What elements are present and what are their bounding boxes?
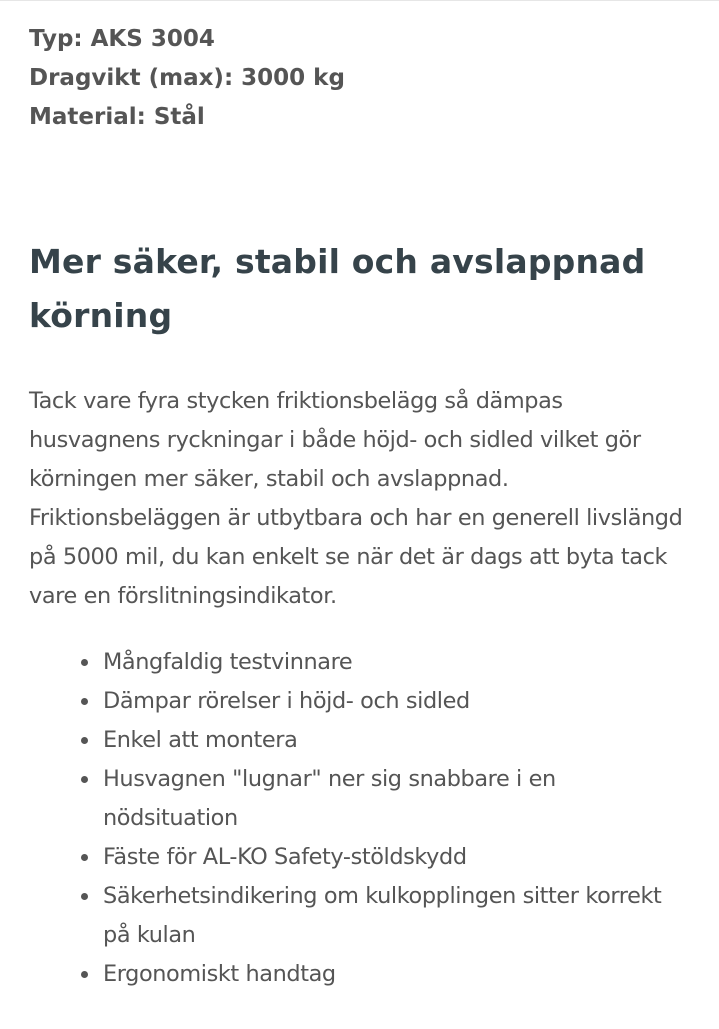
list-item xyxy=(79,877,679,955)
feature-list xyxy=(79,643,679,994)
bullet-icon xyxy=(81,854,88,861)
spec-towing-capacity: Dragvikt (max): 3000 kg xyxy=(29,65,345,91)
list-item-text: Enkel att montera xyxy=(103,727,298,753)
list-item-text: Husvagnen "lugnar" ner sig snabbare i en nödsituation xyxy=(103,766,556,831)
list-item xyxy=(79,682,679,721)
top-divider xyxy=(0,0,719,1)
list-item-text: Fäste för AL-KO Safety-stöldskydd xyxy=(103,844,467,870)
bullet-icon xyxy=(81,776,88,783)
section-heading: Mer säker, stabil och avslappnad körning xyxy=(29,242,646,335)
list-item xyxy=(79,643,679,682)
bullet-icon xyxy=(81,893,88,900)
list-item-text: Säkerhetsindikering om kulkopplingen sitter korrekt på kulan xyxy=(103,883,662,948)
spec-list xyxy=(29,20,699,137)
list-item-text: Dämpar rörelser i höjd- och sidled xyxy=(103,688,470,714)
bullet-icon xyxy=(81,737,88,744)
list-item xyxy=(79,955,679,994)
section-paragraph: Tack vare fyra stycken friktionsbelägg så dämpas husvagnens ryckningar i både höjd- och sidled vilket gör körningen mer säker, stabil och avslappnad. Friktionsbeläggen är utbytbara och har en generell livslängd på 5000 mil, du kan enkelt se när det är dags att byta tack vare en förslitningsindikator. xyxy=(29,388,683,609)
list-item xyxy=(79,760,679,838)
spec-material: Material: Stål xyxy=(29,104,205,130)
list-item-text: Mångfaldig testvinnare xyxy=(103,649,353,675)
bullet-icon xyxy=(81,698,88,705)
product-description xyxy=(29,20,699,987)
list-item-text: Ergonomiskt handtag xyxy=(103,961,336,987)
bullet-icon xyxy=(81,971,88,978)
bullet-icon xyxy=(81,659,88,666)
list-item xyxy=(79,838,679,877)
spec-type: Typ: AKS 3004 xyxy=(29,26,215,52)
list-item xyxy=(79,721,679,760)
